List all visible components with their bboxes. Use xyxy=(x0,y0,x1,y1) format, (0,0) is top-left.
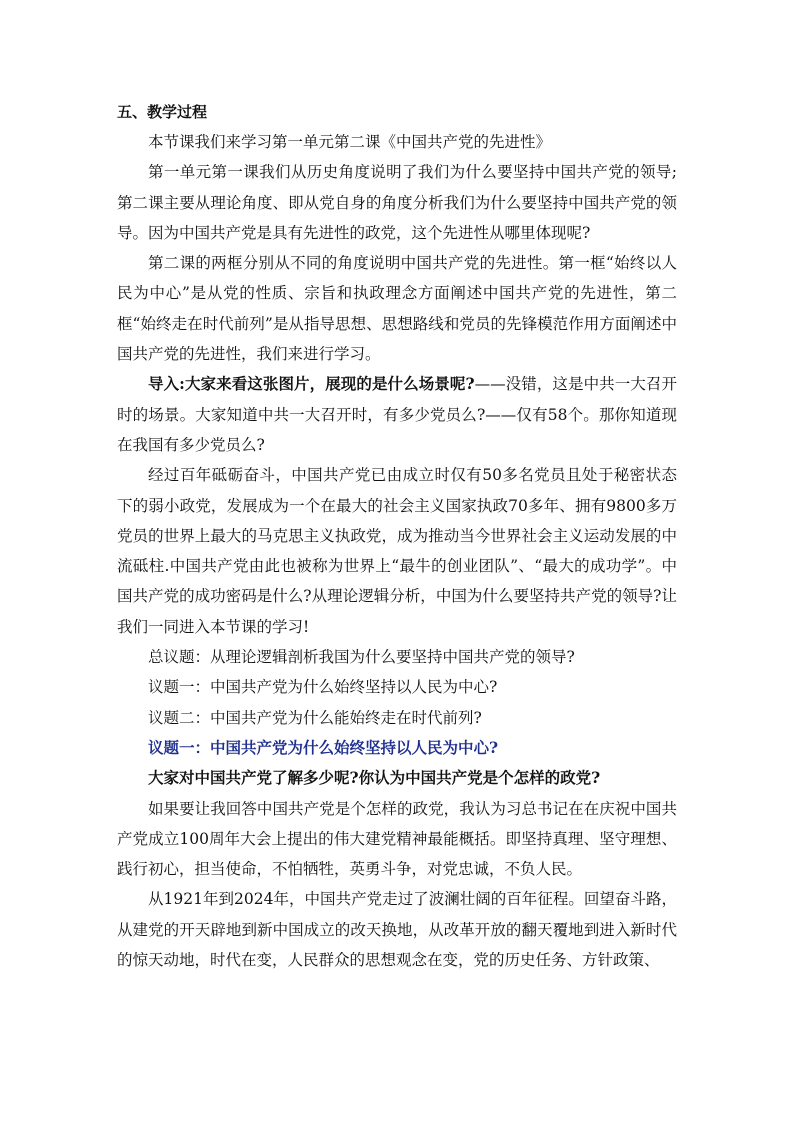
topic-2: 议题二：中国共产党为什么能始终走在时代前列? xyxy=(148,708,482,727)
paragraph-1: 第一单元第一课我们从历史角度说明了我们为什么要坚持中国共产党的领导;第二课主要从理论角度、即从党自身的角度分析我们为什么要坚持中国共产党的领导。因为中国共产党是具有先进性的政党，这个先进性从哪里体现呢? xyxy=(117,163,677,242)
paragraph-6: 从1921年到2024年，中国共产党走过了波澜壮阔的百年征程。回望奋斗路，从建党的开天辟地到新中国成立的改天换地，从改革开放的翻天覆地到进入新时代的惊天动地，时代在变，人民群众的思想观念在变，党的历史任务、方针政策、 xyxy=(117,890,677,970)
document-page xyxy=(117,97,677,975)
topic-1: 议题一：中国共产党为什么始终坚持以人民为中心? xyxy=(148,678,498,697)
paragraph-2: 第二课的两框分别从不同的角度说明中国共产党的先进性。第一框“始终以人民为中心”是从党的性质、宗旨和执政理念方面阐述中国共产党的先进性，第二框“始终走在时代前列”是从指导思想、思想路线和党员的先锋模范作用方面阐述中国共产党的先进性，我们来进行学习。 xyxy=(117,254,677,364)
intro-paragraph: 本节课我们来学习第一单元第二课《中国共产党的先进性》 xyxy=(148,133,552,151)
paragraph-4: 经过百年砥砺奋斗，中国共产党已由成立时仅有50多名党员且处于秘密状态下的弱小政党，发展成为一个在最大的社会主义国家执政70多年、拥有9800多万党员的世界上最大的马克思主义执政党，成为推动当今世界社会主义运动发展的中流砥柱.中国共产党由此也被称为世界上“最牛的创业团队”、“最大的成功学”。中国共产党的成功密码是什么?从理论逻辑分析，中国为什么要坚持共产党的领导?让我们一同进入本节课的学习! xyxy=(117,466,677,636)
topic-1-heading: 议题一：中国共产党为什么始终坚持以人民为中心? xyxy=(148,737,499,757)
lead-in-question: 导入:大家来看这张图片，展现的是什么场景呢? xyxy=(148,374,475,394)
discussion-question: 大家对中国共产党了解多少呢?你认为中国共产党是个怎样的政党? xyxy=(148,768,601,788)
paragraph-3 xyxy=(117,369,677,460)
section-heading: 五、教学过程 xyxy=(117,103,208,121)
paragraph-5: 如果要让我回答中国共产党是个怎样的政党，我认为习总书记在在庆祝中国共产党成立100周年大会上提出的伟大建党精神最能概括。即坚持真理、坚守理想、践行初心，担当使命，不怕牺牲，英勇斗争，对党忠诚，不负人民。 xyxy=(117,799,677,879)
main-topic: 总议题：从理论逻辑剖析我国为什么要坚持中国共产党的领导? xyxy=(148,648,575,667)
lead-in-answer: ——没错，这是中共一大召开时的场景。大家知道中共一大召开时，有多少党员么?——仅有58个。那你知道现在我国有多少党员么? xyxy=(117,375,677,454)
